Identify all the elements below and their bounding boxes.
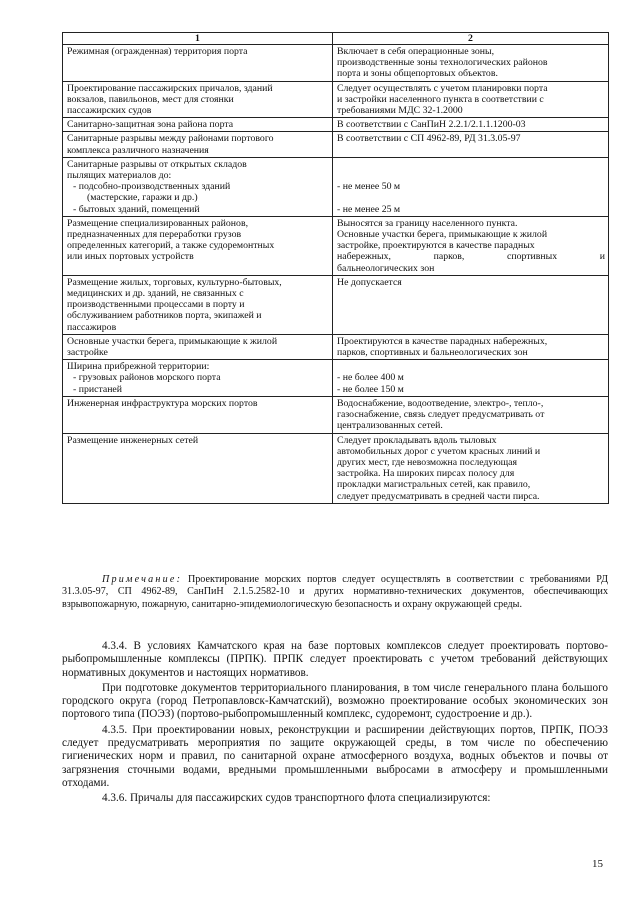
table-row xyxy=(63,360,609,397)
table-row xyxy=(63,45,609,82)
provision-cell xyxy=(333,433,609,503)
note-label: Примечание: xyxy=(102,574,183,585)
cell-line: - подсобно-производственных зданий xyxy=(73,181,231,193)
paragraph: 4.3.6. Причалы для пассажирских судов транспортного флота специализируются: xyxy=(102,792,491,805)
cell-line: - не более 150 м xyxy=(337,383,404,395)
paragraph: 4.3.4. В условиях Камчатского края на базе портовых комплексов следует проектировать портово-рыбопромышленные комплексы (ПРПК). ПРПК следует проектировать с учетом требований действующих нормативных документов и настоящих нормативов. xyxy=(62,640,608,679)
requirement-cell xyxy=(63,132,333,157)
table-row xyxy=(63,334,609,359)
provision-cell xyxy=(333,118,609,132)
table-header-row xyxy=(63,33,609,45)
table-row xyxy=(63,81,609,118)
table-row xyxy=(63,118,609,132)
column-header: 2 xyxy=(333,33,609,45)
cell-line: (мастерские, гаражи и др.) xyxy=(87,192,198,204)
cell-line: Санитарно-защитная зона района порта xyxy=(67,119,234,131)
cell-line: - грузовых районов морского порта xyxy=(73,372,221,384)
table-row xyxy=(63,275,609,334)
requirement-cell xyxy=(63,216,333,275)
provision-cell xyxy=(333,157,609,216)
provision-cell xyxy=(333,275,609,334)
cell-line: застройка. На широких пирсах полосу для xyxy=(337,468,515,480)
requirement-cell xyxy=(63,433,333,503)
cell-line: требованиями МДС 32-1.2000 xyxy=(337,105,463,117)
cell-line: прокладки магистральных сетей, как правило, xyxy=(337,479,531,491)
table-row xyxy=(63,132,609,157)
cell-line: набережных, парков, спортивных и xyxy=(337,251,605,263)
cell-line: Выносятся за границу населенного пункта. xyxy=(337,217,518,229)
cell-line: определенных категорий, а также судоремонтных xyxy=(67,240,275,252)
table-row xyxy=(63,433,609,503)
cell-line: автомобильных дорог с учетом красных линий и xyxy=(337,445,541,457)
cell-line xyxy=(337,170,605,181)
cell-line: и застройки населенного пункта в соответствии с xyxy=(337,93,544,105)
provision-cell xyxy=(333,216,609,275)
cell-line: пассажиров xyxy=(67,321,117,333)
table-note xyxy=(62,574,608,611)
cell-line: Ширина прибрежной территории: xyxy=(67,361,210,373)
cell-line: В соответствии с СП 4962-89, РД 31.3.05-97 xyxy=(337,133,521,145)
requirement-cell xyxy=(63,360,333,397)
cell-line: Проектируются в качестве парадных набережных, xyxy=(337,335,548,347)
cell-line: следует предусматривать в средней части пирса. xyxy=(337,490,540,502)
cell-line: Водоснабжение, водоотведение, электро-, тепло-, xyxy=(337,397,544,409)
cell-line: - бытовых зданий, помещений xyxy=(73,203,200,215)
cell-line: или иных портовых устройств xyxy=(67,251,194,263)
cell-line: производственными процессами в порту и xyxy=(67,299,245,311)
requirement-cell xyxy=(63,118,333,132)
cell-line: производственные зоны технологических районов xyxy=(337,57,548,69)
requirement-cell xyxy=(63,81,333,118)
cell-line: обслуживанием работников порта, экипажей и xyxy=(67,310,262,322)
cell-line: Включает в себя операционные зоны, xyxy=(337,46,495,57)
cell-line: Размещение инженерных сетей xyxy=(67,434,199,446)
paragraph: При подготовке документов территориального планирования, в том числе генерального плана большого городского округа (город Петропавловск-Камчатский), возможно проектирование особых экономических зон портового типа (ПОЭЗ) (портово-рыбопромышленный комплекс, судоремонт, судостроение и др.). xyxy=(62,681,608,721)
cell-line: других мест, где невозможна последующая xyxy=(337,456,518,468)
cell-line: газоснабжение, связь следует предусматривать от xyxy=(337,409,545,421)
cell-line: комплекса различного назначения xyxy=(67,144,209,156)
requirement-cell xyxy=(63,275,333,334)
provision-cell xyxy=(333,334,609,359)
cell-line: - не менее 25 м xyxy=(337,203,401,215)
cell-line: медицинских и др. зданий, не связанных с xyxy=(67,288,244,300)
cell-line: - не более 400 м xyxy=(337,372,404,384)
cell-line: Санитарные разрывы между районами портового xyxy=(67,133,274,145)
requirement-cell xyxy=(63,45,333,82)
requirement-cell xyxy=(63,396,333,433)
cell-line: Основные участки берега, примыкающие к жилой xyxy=(67,335,278,347)
note-text: Проектирование морских портов следует осуществлять в соответствии с требованиями РД 31.3.05-97, СП 4962-89, СанПиН 2.1.5.2582-10 и других нормативно-технических документов, обеспечивающих взрывопожарную, пожарную, санитарно-эпидемиологическую безопасность и охрану окружающей среды. xyxy=(62,574,608,610)
cell-line: Санитарные разрывы от открытых складов xyxy=(67,158,247,170)
cell-line: застройке xyxy=(67,347,108,359)
cell-line: Следует осуществлять с учетом планировки порта xyxy=(337,82,548,94)
cell-line xyxy=(337,361,605,372)
provision-cell xyxy=(333,81,609,118)
provision-cell xyxy=(333,132,609,157)
cell-line: централизованных сетей. xyxy=(337,420,443,432)
cell-line: Размещение специализированных районов, xyxy=(67,217,249,229)
cell-line xyxy=(337,192,605,203)
table-row xyxy=(63,157,609,216)
requirement-cell xyxy=(63,157,333,216)
column-header: 1 xyxy=(63,33,333,45)
provision-cell xyxy=(333,45,609,82)
table-body xyxy=(63,45,609,504)
provision-cell xyxy=(333,360,609,397)
cell-line: пассажирских судов xyxy=(67,105,152,117)
cell-line: порта и зоны общепортовых объектов. xyxy=(337,68,498,80)
cell-line: пылящих материалов до: xyxy=(67,170,172,182)
cell-line: застройке, проектируются в качестве парадных xyxy=(337,240,535,252)
body-text xyxy=(62,640,608,808)
cell-line: Режимная (огражденная) территория порта xyxy=(67,46,248,57)
cell-line: Основные участки берега, примыкающие к жилой xyxy=(337,229,548,241)
cell-line: Проектирование пассажирских причалов, зданий xyxy=(67,82,273,94)
cell-line: Размещение жилых, торговых, культурно-бытовых, xyxy=(67,276,282,288)
cell-line xyxy=(337,159,605,170)
table-row xyxy=(63,396,609,433)
cell-line: Инженерная инфраструктура морских портов xyxy=(67,397,258,409)
cell-line: вокзалов, павильонов, мест для стоянки xyxy=(67,93,234,105)
cell-line: бальнеологических зон xyxy=(337,262,435,274)
cell-line: Не допускается xyxy=(337,276,402,288)
cell-line: В соответствии с СанПиН 2.2.1/2.1.1.1200-03 xyxy=(337,119,526,131)
table-row xyxy=(63,216,609,275)
provision-cell xyxy=(333,396,609,433)
cell-line: предназначенных для переработки грузов xyxy=(67,229,242,241)
regulations-table xyxy=(62,32,609,504)
page-number: 15 xyxy=(592,858,603,870)
cell-line: - не менее 50 м xyxy=(337,181,401,193)
cell-line: - пристаней xyxy=(73,383,123,395)
paragraph: 4.3.5. При проектировании новых, реконструкции и расширении действующих портов, ПРПК, ПОЭЗ следует предусматривать мероприятия по защите окружающей среды, в том числе по обеспечению гигиенических норм и правил, по санитарной охране атмосферного воздуха, водных объектов и почвы от загрязнения сточными водами, вредными промышленными выбросами в атмосферу и промышленными отходами. xyxy=(62,723,608,789)
requirement-cell xyxy=(63,334,333,359)
cell-line: парков, спортивных и бальнеологических зон xyxy=(337,347,528,359)
cell-line: Следует прокладывать вдоль тыловых xyxy=(337,434,497,446)
